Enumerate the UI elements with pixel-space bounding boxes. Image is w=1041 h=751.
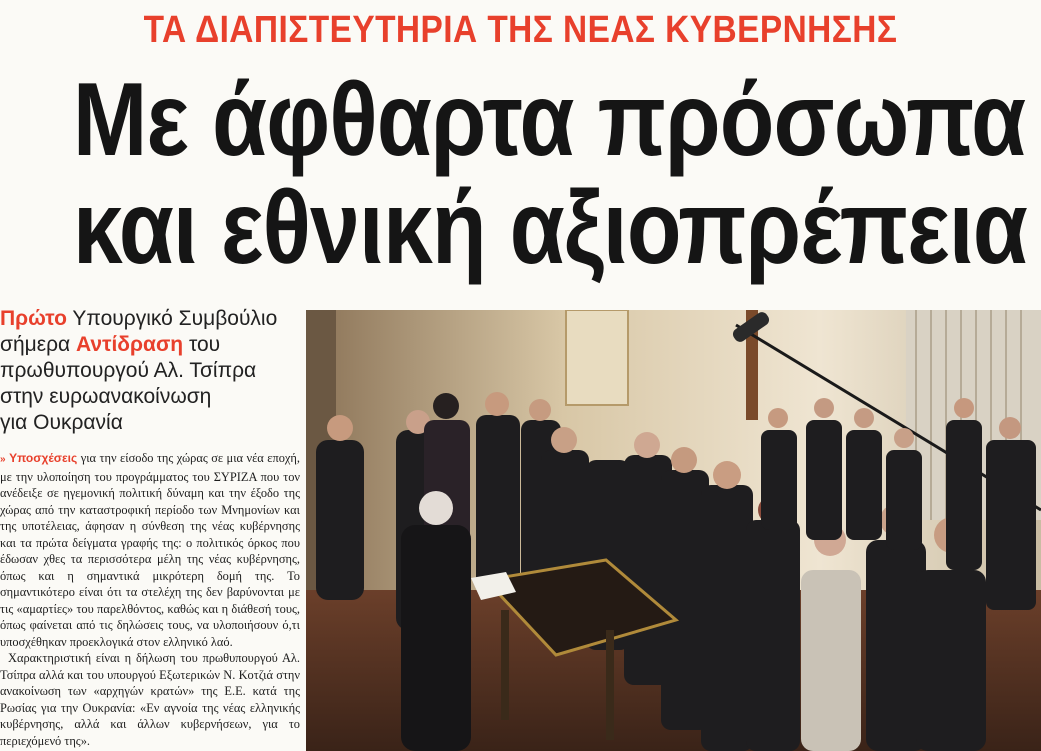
deck-line-4: στην ευρωανακοίνωση <box>0 385 212 408</box>
deck-item-1-text: Υπουργικό Συμβούλιο <box>66 307 278 330</box>
deck-item-1 <box>0 306 300 332</box>
article-kicker: ΤΑ ΔΙΑΠΙΣΤΕΥΤΗΡΙΑ ΤΗΣ ΝΕΑΣ ΚΥΒΕΡΝΗΣΗΣ <box>143 9 898 51</box>
deck-item-2-highlight: Αντίδραση <box>76 333 184 356</box>
body-lead <box>0 451 77 465</box>
headline-line-2: και εθνική αξιοπρέπεια <box>72 170 1028 286</box>
president-figure <box>401 491 471 751</box>
deck-item-1-highlight: Πρώτο <box>0 307 67 330</box>
photo-illustration <box>306 310 1041 751</box>
deck-line-3: πρωθυπουργού Αλ. Τσίπρα <box>0 359 257 382</box>
body-paragraph-1-text: για την είσοδο της χώρας σε μια νέα εποχή, με την υλοποίηση του προγράμματος του ΣΥΡΙΖΑ που τον ανέδειξε σε ηγεμονική πολιτική δύναμη και την έξοδο της χώρας από την καταστροφική περίοδο των Μνημονίων και της υποτέλειας, άφησαν η σύνθεση της νέας κυβέρνησης και τα πρώτα δείγματα γραφής της: ο πολιτικός όρκος που έδωσαν χθες τα περισσότερα μέλη της νέας κυβέρνησης, όπως και η σημαντικά μικρότερη δομή της. Το σημαντικότερο είναι ότι τα στελέχη της δεν βαρύνονται με τις «αμαρτίες» του παρελθόντος, καθώς και η διάθεσή τους, όπως φαίνεται από τις δηλώσεις τους, να υλοποιήσουν ό,τι υποσχέθηκαν προεκλογικά στον ελληνικό λαό. <box>0 451 300 649</box>
body-lead-label: Υποσχέσεις <box>9 451 78 465</box>
deck-item-2-text: του <box>183 333 221 356</box>
body-paragraph-1 <box>0 450 300 650</box>
deck-item-2 <box>0 332 300 358</box>
article-body <box>0 450 300 749</box>
body-paragraph-2: Χαρακτηριστική είναι η δήλωση του πρωθυπουργού Αλ. Τσίπρα αλλά και του υπουργού Εξωτερικών Ν. Κοτζιά στην ανακοίνωση των «αρχηγών κρατών» της Ε.Ε. κατά της Ρωσίας για την Ουκρανία: «Εν αγνοία της νέας ελληνικής κυβέρνησης, αλλά και άλλων κυβερνήσεων, για το περιεχόμενό της». <box>0 651 300 748</box>
deck-item-2-pre: σήμερα <box>0 333 77 356</box>
lead-arrow-icon: » <box>0 454 6 465</box>
wall-frame <box>566 310 628 405</box>
article-deck <box>0 306 300 436</box>
headline-line-1: Με άφθαρτα πρόσωπα <box>72 62 1026 178</box>
swearing-in-photo <box>306 310 1041 751</box>
deck-line-5: για Ουκρανία <box>0 411 123 434</box>
